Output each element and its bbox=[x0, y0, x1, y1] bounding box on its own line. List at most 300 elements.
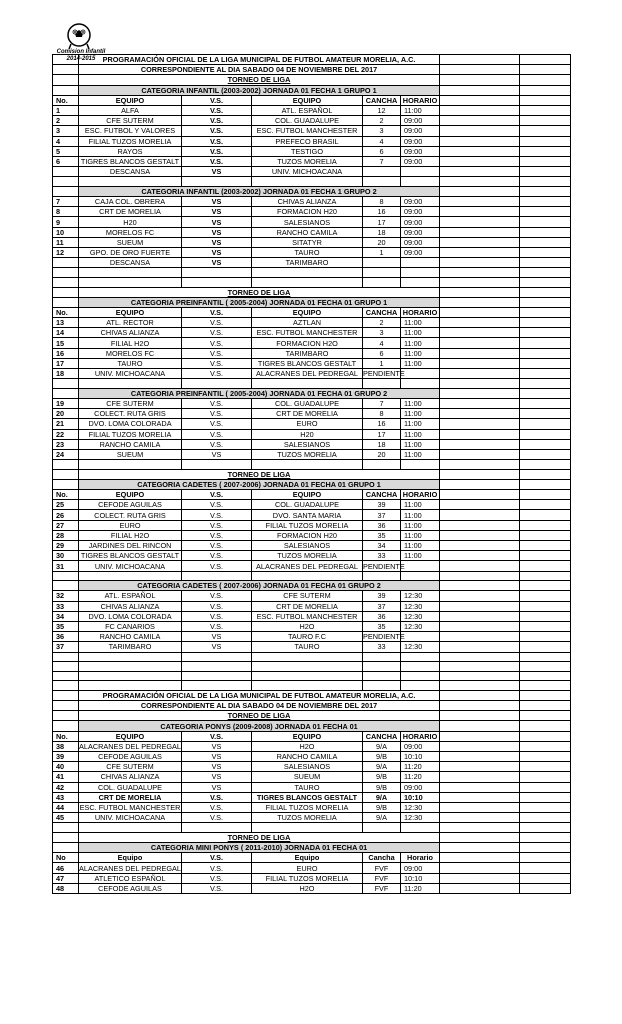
blank-row bbox=[53, 823, 571, 833]
field: 34 bbox=[363, 541, 401, 551]
cell bbox=[520, 883, 571, 893]
page-title-text: PROGRAMACIÓN OFICIAL DE LA LIGA MUNICIPAL DE FUTBOL AMATEUR MORELIA, A.C. bbox=[79, 55, 440, 65]
col-home: EQUIPO bbox=[79, 731, 182, 741]
category-band bbox=[53, 297, 571, 307]
match-number: 42 bbox=[53, 782, 79, 792]
field bbox=[363, 258, 401, 268]
home-team: ATLETICO ESPAÑOL bbox=[79, 873, 182, 883]
cell bbox=[53, 177, 79, 187]
time bbox=[401, 632, 440, 642]
cell bbox=[520, 642, 571, 652]
torneo-title-text: TORNEO DE LIGA bbox=[79, 75, 440, 85]
match-row bbox=[53, 752, 571, 762]
versus: V.S. bbox=[182, 116, 252, 126]
away-team: FILIAL TUZOS MORELIA bbox=[252, 520, 363, 530]
cell bbox=[252, 571, 363, 581]
cell bbox=[520, 530, 571, 540]
cell bbox=[440, 369, 520, 379]
match-number: 33 bbox=[53, 601, 79, 611]
cell bbox=[520, 156, 571, 166]
col-away: EQUIPO bbox=[252, 307, 363, 317]
away-team: AZTLAN bbox=[252, 318, 363, 328]
column-header-row bbox=[53, 490, 571, 500]
cell bbox=[440, 318, 520, 328]
cell bbox=[520, 186, 571, 196]
cell bbox=[53, 85, 79, 95]
time: 11:20 bbox=[401, 772, 440, 782]
field: 37 bbox=[363, 601, 401, 611]
versus: VS bbox=[182, 762, 252, 772]
cell bbox=[440, 156, 520, 166]
field: 9/B bbox=[363, 772, 401, 782]
cell bbox=[520, 105, 571, 115]
versus: V.S. bbox=[182, 541, 252, 551]
home-team: CAJA COL. OBRERA bbox=[79, 197, 182, 207]
cell bbox=[520, 307, 571, 317]
cell bbox=[440, 348, 520, 358]
home-team: CFE SUTERM bbox=[79, 762, 182, 772]
blank-row bbox=[53, 681, 571, 691]
cell bbox=[520, 409, 571, 419]
versus: VS bbox=[182, 772, 252, 782]
cell bbox=[520, 207, 571, 217]
versus: V.S. bbox=[182, 551, 252, 561]
cell bbox=[520, 662, 571, 672]
cell bbox=[440, 741, 520, 751]
home-team: RANCHO CAMILA bbox=[79, 632, 182, 642]
match-number: 20 bbox=[53, 409, 79, 419]
home-team: RANCHO CAMILA bbox=[79, 439, 182, 449]
field: 3 bbox=[363, 328, 401, 338]
match-row bbox=[53, 591, 571, 601]
cell bbox=[182, 268, 252, 278]
cell bbox=[53, 662, 79, 672]
time: 11:00 bbox=[401, 510, 440, 520]
field: 20 bbox=[363, 449, 401, 459]
match-number: 26 bbox=[53, 510, 79, 520]
cell bbox=[53, 823, 79, 833]
schedule-table bbox=[52, 54, 571, 894]
match-number: 41 bbox=[53, 772, 79, 782]
cell bbox=[53, 65, 79, 75]
away-team: SITATYR bbox=[252, 237, 363, 247]
torneo-title-text: TORNEO DE LIGA bbox=[79, 469, 440, 479]
time: 11:00 bbox=[401, 338, 440, 348]
cell bbox=[440, 490, 520, 500]
cell bbox=[520, 197, 571, 207]
time: 12:30 bbox=[401, 601, 440, 611]
away-team: COL. GUADALUPE bbox=[252, 399, 363, 409]
field: 7 bbox=[363, 399, 401, 409]
match-number: 38 bbox=[53, 741, 79, 751]
cell bbox=[401, 268, 440, 278]
match-number: 11 bbox=[53, 237, 79, 247]
versus: V.S. bbox=[182, 601, 252, 611]
cell bbox=[182, 652, 252, 662]
away-team: TUZOS MORELIA bbox=[252, 156, 363, 166]
cell bbox=[520, 328, 571, 338]
home-team: COL. GUADALUPE bbox=[79, 782, 182, 792]
cell bbox=[520, 843, 571, 853]
away-team: DVO. SANTA MARIA bbox=[252, 510, 363, 520]
cell bbox=[440, 126, 520, 136]
versus: V.S. bbox=[182, 156, 252, 166]
category-band-text: CATEGORIA MINI PONYS ( 2011-2010) JORNADA 01 FECHA 01 bbox=[79, 843, 440, 853]
match-row bbox=[53, 500, 571, 510]
away-team: SALESIANOS bbox=[252, 541, 363, 551]
cell bbox=[79, 662, 182, 672]
match-row bbox=[53, 258, 571, 268]
match-row bbox=[53, 429, 571, 439]
match-row bbox=[53, 792, 571, 802]
cell bbox=[520, 721, 571, 731]
versus: V.S. bbox=[182, 146, 252, 156]
cell bbox=[520, 126, 571, 136]
col-no: No bbox=[53, 853, 79, 863]
match-row bbox=[53, 217, 571, 227]
cell bbox=[440, 177, 520, 187]
cell bbox=[520, 379, 571, 389]
cell bbox=[520, 258, 571, 268]
cell bbox=[53, 75, 79, 85]
cell bbox=[182, 177, 252, 187]
cell bbox=[401, 277, 440, 287]
time: 11:00 bbox=[401, 439, 440, 449]
cell bbox=[520, 601, 571, 611]
field bbox=[363, 167, 401, 177]
home-team: UNIV. MICHOACANA bbox=[79, 813, 182, 823]
cell bbox=[79, 571, 182, 581]
field: 3 bbox=[363, 126, 401, 136]
match-row bbox=[53, 105, 571, 115]
match-row bbox=[53, 621, 571, 631]
field: 16 bbox=[363, 207, 401, 217]
field: FVF bbox=[363, 873, 401, 883]
cell bbox=[440, 711, 520, 721]
away-team: UNIV. MICHOACANA bbox=[252, 167, 363, 177]
torneo-title bbox=[53, 832, 571, 842]
field: 9/B bbox=[363, 782, 401, 792]
home-team: ESC. FUTBOL Y VALORES bbox=[79, 126, 182, 136]
field: PENDIENTE bbox=[363, 632, 405, 642]
match-number: 6 bbox=[53, 156, 79, 166]
home-team: UNIV. MICHOACANA bbox=[79, 369, 182, 379]
cell bbox=[79, 268, 182, 278]
away-team: RANCHO CAMILA bbox=[252, 752, 363, 762]
category-band-text: CATEGORIA PREINFANTIL ( 2005-2004) JORNADA 01 FECHA 01 GRUPO 2 bbox=[79, 388, 440, 398]
torneo-title bbox=[53, 711, 571, 721]
versus: VS bbox=[182, 782, 252, 792]
time: 09:00 bbox=[401, 863, 440, 873]
cell bbox=[520, 813, 571, 823]
cell bbox=[440, 358, 520, 368]
versus: V.S. bbox=[182, 318, 252, 328]
cell bbox=[363, 460, 401, 470]
cell bbox=[79, 177, 182, 187]
away-team: FILIAL TUZOS MORELIA bbox=[252, 802, 363, 812]
match-number: 4 bbox=[53, 136, 79, 146]
versus: V.S. bbox=[182, 611, 252, 621]
cell bbox=[440, 105, 520, 115]
versus: V.S. bbox=[182, 358, 252, 368]
field: 8 bbox=[363, 409, 401, 419]
match-number: 29 bbox=[53, 541, 79, 551]
col-home: EQUIPO bbox=[79, 490, 182, 500]
time: 12:30 bbox=[401, 642, 440, 652]
home-team: CRT DE MORELIA bbox=[79, 207, 182, 217]
cell bbox=[401, 671, 440, 681]
versus: VS bbox=[182, 752, 252, 762]
col-away: EQUIPO bbox=[252, 95, 363, 105]
field: 9/A bbox=[363, 813, 401, 823]
cell bbox=[363, 652, 401, 662]
cell bbox=[401, 823, 440, 833]
cell bbox=[440, 55, 520, 65]
away-team: TIGRES BLANCOS GESTALT bbox=[252, 358, 363, 368]
cell bbox=[440, 813, 520, 823]
field: 6 bbox=[363, 146, 401, 156]
home-team: SUEUM bbox=[79, 449, 182, 459]
cell bbox=[252, 662, 363, 672]
home-team: MORELOS FC bbox=[79, 348, 182, 358]
col-cancha: CANCHA bbox=[363, 490, 401, 500]
match-number: 45 bbox=[53, 813, 79, 823]
cell bbox=[520, 551, 571, 561]
match-row bbox=[53, 782, 571, 792]
versus: V.S. bbox=[182, 419, 252, 429]
match-row bbox=[53, 863, 571, 873]
cell bbox=[440, 116, 520, 126]
match-number: 23 bbox=[53, 439, 79, 449]
cell bbox=[182, 681, 252, 691]
cell bbox=[53, 832, 79, 842]
match-row bbox=[53, 541, 571, 551]
blank-row bbox=[53, 277, 571, 287]
col-no: No. bbox=[53, 95, 79, 105]
col-away: EQUIPO bbox=[252, 731, 363, 741]
field: 36 bbox=[363, 611, 401, 621]
cell bbox=[252, 681, 363, 691]
field: 9/A bbox=[363, 762, 401, 772]
category-band-text: CATEGORIA INFANTIL (2003-2002) JORNADA 01 FECHA 1 GRUPO 1 bbox=[79, 85, 440, 95]
cell bbox=[440, 762, 520, 772]
time: 11:00 bbox=[401, 520, 440, 530]
cell bbox=[440, 863, 520, 873]
match-row bbox=[53, 883, 571, 893]
cell bbox=[79, 277, 182, 287]
category-band-text: CATEGORIA PREINFANTIL ( 2005-2004) JORNADA 01 FECHA 01 GRUPO 1 bbox=[79, 297, 440, 307]
field: PENDIENTE bbox=[363, 561, 405, 571]
match-row bbox=[53, 409, 571, 419]
match-number: 19 bbox=[53, 399, 79, 409]
field: 9/B bbox=[363, 752, 401, 762]
cell bbox=[440, 460, 520, 470]
match-row bbox=[53, 551, 571, 561]
cell bbox=[520, 227, 571, 237]
versus: V.S. bbox=[182, 126, 252, 136]
versus: VS bbox=[182, 197, 252, 207]
home-team: DESCANSA bbox=[79, 167, 182, 177]
field: 20 bbox=[363, 237, 401, 247]
category-band-text: CATEGORIA CADETES ( 2007-2006) JORNADA 01 FECHA 01 GRUPO 2 bbox=[79, 581, 440, 591]
away-team: PREFECO BRASIL bbox=[252, 136, 363, 146]
cell bbox=[53, 469, 79, 479]
field: 9/A bbox=[363, 741, 401, 751]
versus: V.S. bbox=[182, 399, 252, 409]
cell bbox=[440, 671, 520, 681]
cell bbox=[440, 621, 520, 631]
field: 4 bbox=[363, 338, 401, 348]
blank-row bbox=[53, 671, 571, 681]
away-team: TARIMBARO bbox=[252, 348, 363, 358]
match-row bbox=[53, 156, 571, 166]
category-band bbox=[53, 85, 571, 95]
page-date-text: CORRESPONDIENTE AL DIA SABADO 04 DE NOVIEMBRE DEL 2017 bbox=[79, 65, 440, 75]
cell bbox=[520, 388, 571, 398]
category-band-text: CATEGORIA PONYS (2009-2008) JORNADA 01 FECHA 01 bbox=[79, 721, 440, 731]
field: 9/A bbox=[363, 792, 401, 802]
cell bbox=[520, 460, 571, 470]
torneo-title bbox=[53, 287, 571, 297]
cell bbox=[79, 652, 182, 662]
home-team: DVO. LOMA COLORADA bbox=[79, 611, 182, 621]
cell bbox=[252, 671, 363, 681]
cell bbox=[520, 681, 571, 691]
col-horario: HORARIO bbox=[401, 731, 440, 741]
home-team: CHIVAS ALIANZA bbox=[79, 328, 182, 338]
cell bbox=[520, 247, 571, 257]
cell bbox=[363, 268, 401, 278]
match-row bbox=[53, 369, 571, 379]
match-row bbox=[53, 419, 571, 429]
away-team: TARIMBARO bbox=[252, 258, 363, 268]
cell bbox=[440, 258, 520, 268]
cell bbox=[53, 277, 79, 287]
match-row bbox=[53, 741, 571, 751]
cell bbox=[440, 197, 520, 207]
versus: VS bbox=[182, 217, 252, 227]
versus: VS bbox=[182, 741, 252, 751]
home-team: CRT DE MORELIA bbox=[79, 792, 182, 802]
time: 09:00 bbox=[401, 227, 440, 237]
cell bbox=[53, 287, 79, 297]
logo-caption: Comision Infantil bbox=[56, 49, 106, 55]
versus: V.S. bbox=[182, 863, 252, 873]
home-team: TAURO bbox=[79, 358, 182, 368]
col-no: No. bbox=[53, 731, 79, 741]
time: 11:00 bbox=[401, 419, 440, 429]
cell bbox=[520, 782, 571, 792]
away-team: CHIVAS ALIANZA bbox=[252, 197, 363, 207]
cell bbox=[401, 681, 440, 691]
col-vs: V.S. bbox=[182, 490, 252, 500]
cell bbox=[401, 571, 440, 581]
match-row bbox=[53, 136, 571, 146]
cell bbox=[440, 207, 520, 217]
match-row bbox=[53, 632, 571, 642]
match-number: 9 bbox=[53, 217, 79, 227]
torneo-title bbox=[53, 75, 571, 85]
cell bbox=[440, 379, 520, 389]
torneo-title-text: TORNEO DE LIGA bbox=[79, 287, 440, 297]
match-number: 46 bbox=[53, 863, 79, 873]
match-row bbox=[53, 399, 571, 409]
cell bbox=[520, 369, 571, 379]
match-number: 21 bbox=[53, 419, 79, 429]
time: 10:10 bbox=[401, 752, 440, 762]
cell bbox=[440, 853, 520, 863]
time: 09:00 bbox=[401, 156, 440, 166]
match-row bbox=[53, 207, 571, 217]
category-band bbox=[53, 479, 571, 489]
away-team: RANCHO CAMILA bbox=[252, 227, 363, 237]
cell bbox=[520, 510, 571, 520]
home-team: ALACRANES DEL PEDREGAL bbox=[79, 741, 181, 751]
time: 11:00 bbox=[401, 105, 440, 115]
away-team: CRT DE MORELIA bbox=[252, 601, 363, 611]
away-team: TUZOS MORELIA bbox=[252, 449, 363, 459]
cell bbox=[520, 268, 571, 278]
cell bbox=[440, 217, 520, 227]
cell bbox=[520, 701, 571, 711]
versus: VS bbox=[182, 258, 252, 268]
cell bbox=[440, 227, 520, 237]
away-team: H2O bbox=[252, 621, 363, 631]
match-row bbox=[53, 197, 571, 207]
away-team: TAURO bbox=[252, 782, 363, 792]
field: 4 bbox=[363, 136, 401, 146]
cell bbox=[53, 388, 79, 398]
col-vs: V.S. bbox=[182, 307, 252, 317]
time: 12:30 bbox=[401, 621, 440, 631]
versus: V.S. bbox=[182, 500, 252, 510]
versus: V.S. bbox=[182, 561, 252, 571]
match-number: 10 bbox=[53, 227, 79, 237]
time: 09:00 bbox=[401, 146, 440, 156]
cell bbox=[53, 571, 79, 581]
cell bbox=[440, 287, 520, 297]
cell bbox=[520, 116, 571, 126]
cell bbox=[440, 690, 520, 700]
away-team: FORMACION H2O bbox=[252, 338, 363, 348]
cell bbox=[440, 65, 520, 75]
field: 1 bbox=[363, 358, 401, 368]
blank-row bbox=[53, 652, 571, 662]
match-row bbox=[53, 358, 571, 368]
home-team: DVO. LOMA COLORADA bbox=[79, 419, 182, 429]
cell bbox=[440, 721, 520, 731]
cell bbox=[252, 177, 363, 187]
field: 39 bbox=[363, 500, 401, 510]
time: 09:00 bbox=[401, 741, 440, 751]
time: 11:00 bbox=[401, 358, 440, 368]
match-number: 43 bbox=[53, 792, 79, 802]
time: 09:00 bbox=[401, 197, 440, 207]
away-team: COL. GUADALUPE bbox=[252, 500, 363, 510]
cell bbox=[252, 379, 363, 389]
versus: VS bbox=[182, 167, 252, 177]
match-row bbox=[53, 348, 571, 358]
field: 6 bbox=[363, 348, 401, 358]
home-team: TARIMBARO bbox=[79, 642, 182, 652]
home-team: ALFA bbox=[79, 105, 182, 115]
blank-row bbox=[53, 662, 571, 672]
category-band bbox=[53, 388, 571, 398]
field: FVF bbox=[363, 883, 401, 893]
cell bbox=[363, 681, 401, 691]
cell bbox=[440, 409, 520, 419]
cell bbox=[363, 571, 401, 581]
